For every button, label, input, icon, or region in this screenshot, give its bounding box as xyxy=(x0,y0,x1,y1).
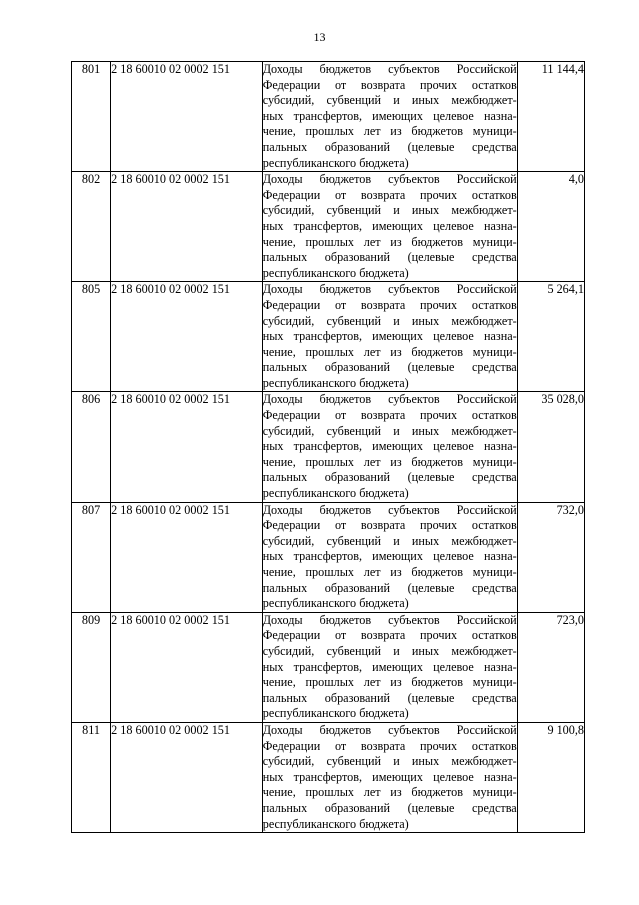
table-body xyxy=(72,62,585,833)
description-cell xyxy=(262,282,517,392)
description-line: ных трансфертов, имеющих целевое назна- xyxy=(262,329,517,344)
description-cell xyxy=(262,722,517,832)
description-cell xyxy=(262,502,517,612)
budget-code-cell: 2 18 60010 02 0002 151 xyxy=(111,62,263,172)
table-row xyxy=(72,62,585,172)
description-line: пальных образований (целевые средства xyxy=(262,690,517,705)
description-line: республиканского бюджета) xyxy=(262,265,409,280)
amount-cell: 723,0 xyxy=(517,612,584,722)
admin-code-cell: 811 xyxy=(72,722,111,832)
page-number: 13 xyxy=(313,30,326,44)
amount-cell: 4,0 xyxy=(517,172,584,282)
description-line: республиканского бюджета) xyxy=(262,596,409,611)
description-line: Федерации от возврата прочих остатков xyxy=(262,187,517,202)
description-line: чение, прошлых лет из бюджетов муници- xyxy=(262,565,517,579)
description-line: Федерации от возврата прочих остатков xyxy=(262,738,517,753)
description-line: чение, прошлых лет из бюджетов муници- xyxy=(262,124,517,139)
description-line: ных трансфертов, имеющих целевое назна- xyxy=(262,769,517,784)
description-line: пальных образований (целевые средства xyxy=(262,250,517,265)
description-line: республиканского бюджета) xyxy=(262,706,409,721)
description-line: ных трансфертов, имеющих целевое назна- xyxy=(262,659,517,674)
admin-code-cell: 806 xyxy=(72,392,111,502)
description-line: чение, прошлых лет из бюджетов муници- xyxy=(262,454,517,469)
admin-code-cell: 805 xyxy=(72,282,111,392)
description-line: субсидий, субвенций и иных межбюджет- xyxy=(262,754,517,769)
description-cell xyxy=(262,612,517,722)
description-line: пальных образований (целевые средства xyxy=(262,470,517,485)
description-line: республиканского бюджета) xyxy=(262,816,409,831)
description-line: субсидий, субвенций и иных межбюджет- xyxy=(262,643,517,658)
description-line: Федерации от возврата прочих остатков xyxy=(262,518,517,533)
description-cell xyxy=(262,172,517,282)
description-line: ных трансфертов, имеющих целевое назна- xyxy=(262,439,517,454)
description-line: субсидий, субвенций и иных межбюджет- xyxy=(262,93,517,108)
amount-cell: 9 100,8 xyxy=(517,722,584,832)
budget-code-cell: 2 18 60010 02 0002 151 xyxy=(111,282,263,392)
table-row xyxy=(72,172,585,282)
budget-revenue-table xyxy=(71,61,585,833)
description-line: Доходы бюджетов субъектов Российской xyxy=(262,502,517,517)
description-line: Доходы бюджетов субъектов Российской xyxy=(262,282,517,297)
description-line: пальных образований (целевые средства xyxy=(262,139,517,154)
description-line: Доходы бюджетов субъектов Российской xyxy=(262,612,517,627)
description-line: Федерации от возврата прочих остатков xyxy=(262,77,517,92)
amount-cell: 11 144,4 xyxy=(517,62,584,172)
amount-cell: 35 028,0 xyxy=(517,392,584,502)
description-line: Федерации от возврата прочих остатков xyxy=(262,297,517,312)
description-line: чение, прошлых лет из бюджетов муници- xyxy=(262,675,517,690)
description-cell xyxy=(262,392,517,502)
admin-code-cell: 809 xyxy=(72,612,111,722)
description-line: ных трансфертов, имеющих целевое назна- xyxy=(262,549,517,564)
description-line: пальных образований (целевые средства xyxy=(262,580,517,595)
amount-cell: 5 264,1 xyxy=(517,282,584,392)
table-row xyxy=(72,612,585,722)
admin-code-cell: 807 xyxy=(72,502,111,612)
table-row xyxy=(72,502,585,612)
table-row xyxy=(72,392,585,502)
description-line: пальных образований (целевые средства xyxy=(262,360,517,375)
description-line: субсидий, субвенций и иных межбюджет- xyxy=(262,533,517,548)
description-line: Федерации от возврата прочих остатков xyxy=(262,628,517,643)
description-line: субсидий, субвенций и иных межбюджет- xyxy=(262,203,517,218)
description-line: чение, прошлых лет из бюджетов муници- xyxy=(262,785,517,800)
table-row xyxy=(72,722,585,832)
budget-code-cell: 2 18 60010 02 0002 151 xyxy=(111,172,263,282)
budget-code-cell: 2 18 60010 02 0002 151 xyxy=(111,502,263,612)
admin-code-cell: 802 xyxy=(72,172,111,282)
description-line: субсидий, субвенций и иных межбюджет- xyxy=(262,313,517,328)
description-line: субсидий, субвенций и иных межбюджет- xyxy=(262,423,517,438)
budget-code-cell: 2 18 60010 02 0002 151 xyxy=(111,722,263,832)
description-line: республиканского бюджета) xyxy=(262,486,409,501)
budget-code-cell: 2 18 60010 02 0002 151 xyxy=(111,612,263,722)
description-line: республиканского бюджета) xyxy=(262,375,409,390)
description-line: ных трансфертов, имеющих целевое назна- xyxy=(262,108,517,123)
description-line: Доходы бюджетов субъектов Российской xyxy=(262,62,517,76)
description-line: пальных образований (целевые средства xyxy=(262,800,517,815)
description-line: Доходы бюджетов субъектов Российской xyxy=(262,722,517,737)
description-line: республиканского бюджета) xyxy=(262,155,409,170)
description-line: Доходы бюджетов субъектов Российской xyxy=(262,172,517,187)
description-line: Доходы бюджетов субъектов Российской xyxy=(262,392,517,407)
admin-code-cell: 801 xyxy=(72,62,111,172)
description-line: чение, прошлых лет из бюджетов муници- xyxy=(262,234,517,249)
description-line: чение, прошлых лет из бюджетов муници- xyxy=(262,344,517,359)
description-line: ных трансфертов, имеющих целевое назна- xyxy=(262,218,517,233)
amount-cell: 732,0 xyxy=(517,502,584,612)
table-row xyxy=(72,282,585,392)
description-cell xyxy=(262,62,517,172)
budget-code-cell: 2 18 60010 02 0002 151 xyxy=(111,392,263,502)
description-line: Федерации от возврата прочих остатков xyxy=(262,408,517,423)
